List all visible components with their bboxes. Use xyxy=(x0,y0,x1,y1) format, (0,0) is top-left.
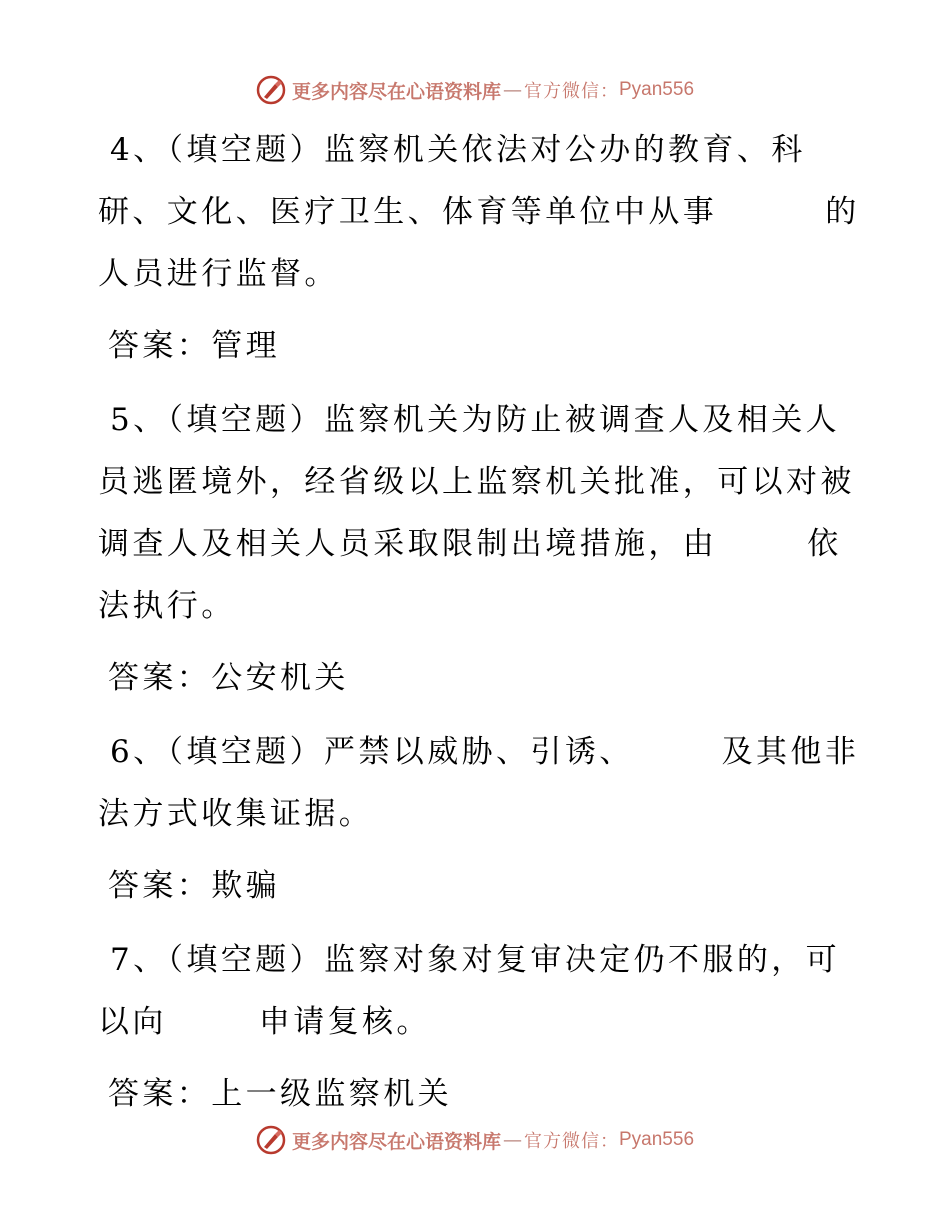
answer-5: 答案：公安机关 xyxy=(108,660,349,696)
header-banner xyxy=(0,70,950,110)
pen-circle-logo-icon xyxy=(256,1125,286,1155)
banner-sub-text: 官方微信： xyxy=(524,81,619,102)
question-5 xyxy=(98,389,858,637)
banner-dash: — xyxy=(503,79,522,101)
banner-main-text: 更多内容尽在心语资料库 xyxy=(291,80,501,103)
answer-4: 答案：管理 xyxy=(108,328,280,364)
question-text: 法方式收集证据。 xyxy=(98,796,374,832)
question-line xyxy=(98,513,858,575)
question-line xyxy=(98,575,858,637)
question-text: 研、文化、医疗卫生、体育等单位中从事 xyxy=(98,194,718,230)
banner-dash: — xyxy=(503,1129,522,1151)
question-line xyxy=(98,119,858,181)
question-7 xyxy=(98,929,858,1053)
banner-sub-text: 官方微信： xyxy=(524,1131,619,1152)
question-text: 员逃匿境外，经省级以上监察机关批准，可以对被 xyxy=(98,464,855,500)
question-text: 4、（填空题）监察机关依法对公办的教育、科 xyxy=(110,132,806,168)
question-line xyxy=(98,929,858,991)
question-line xyxy=(98,181,858,243)
question-text: 及其他非 xyxy=(721,734,860,770)
question-text: 依 xyxy=(807,526,842,562)
question-6 xyxy=(98,721,858,845)
banner-wechat-id: Pyan556 xyxy=(619,79,695,100)
question-text: 人员进行监督。 xyxy=(98,256,339,292)
question-line xyxy=(98,389,858,451)
question-text: 6、（填空题）严禁以威胁、引诱、 xyxy=(110,734,634,770)
banner-main-text: 更多内容尽在心语资料库 xyxy=(291,1130,501,1153)
question-text: 的 xyxy=(825,194,860,230)
question-text: 调查人及相关人员采取限制出境措施，由 xyxy=(98,526,718,562)
answer-6: 答案：欺骗 xyxy=(108,868,280,904)
question-line xyxy=(98,991,858,1053)
question-text: 以向 xyxy=(98,1004,167,1040)
question-text: 5、（填空题）监察机关为防止被调查人及相关人 xyxy=(110,402,841,438)
document-body xyxy=(98,119,858,1137)
question-4 xyxy=(98,119,858,305)
question-line xyxy=(98,451,858,513)
question-text: 7、（填空题）监察对象对复审决定仍不服的，可 xyxy=(110,942,841,978)
footer-banner xyxy=(0,1120,950,1160)
question-line xyxy=(98,783,858,845)
question-text: 法执行。 xyxy=(98,588,236,624)
answer-7: 答案：上一级监察机关 xyxy=(108,1076,452,1112)
question-text: 申请复核。 xyxy=(258,1004,431,1040)
question-line xyxy=(98,243,858,305)
banner-wechat-id: Pyan556 xyxy=(619,1129,695,1150)
pen-circle-logo-icon xyxy=(256,75,286,105)
question-line xyxy=(98,721,858,783)
